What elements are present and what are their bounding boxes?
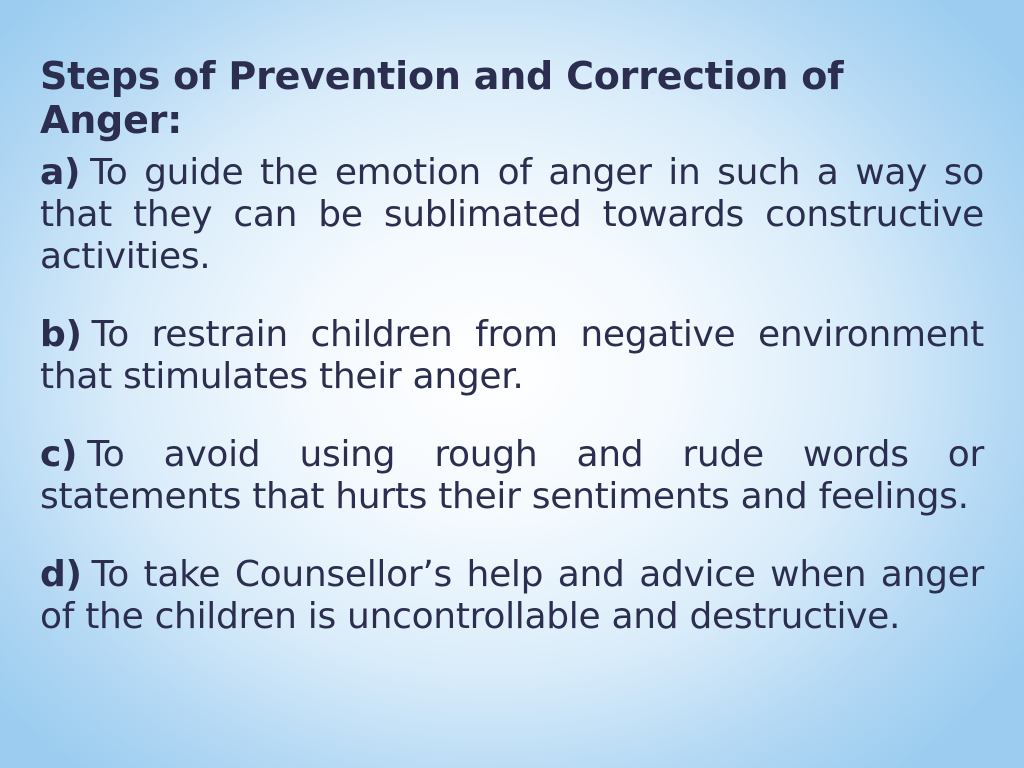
list-item — [40, 152, 984, 278]
slide-title: Steps of Prevention and Correction of Anger: — [40, 54, 844, 142]
item-text: To restrain children from negative environment that stimulates their anger. — [40, 314, 984, 397]
list-item — [40, 554, 984, 638]
item-text: To guide the emotion of anger in such a way so that they can be sublimated towards constructive activities. — [40, 152, 984, 277]
list-item — [40, 434, 984, 518]
item-marker: a) — [40, 152, 81, 193]
item-text: To take Counsellor’s help and advice when anger of the children is uncontrollable and destructive. — [40, 554, 984, 637]
steps-list — [40, 152, 984, 638]
item-marker: b) — [40, 314, 82, 355]
list-item — [40, 314, 984, 398]
slide-content — [40, 54, 984, 651]
item-text: To avoid using rough and rude words or statements that hurts their sentiments and feelings. — [40, 434, 984, 517]
item-marker: d) — [40, 554, 82, 595]
item-marker: c) — [40, 434, 78, 475]
